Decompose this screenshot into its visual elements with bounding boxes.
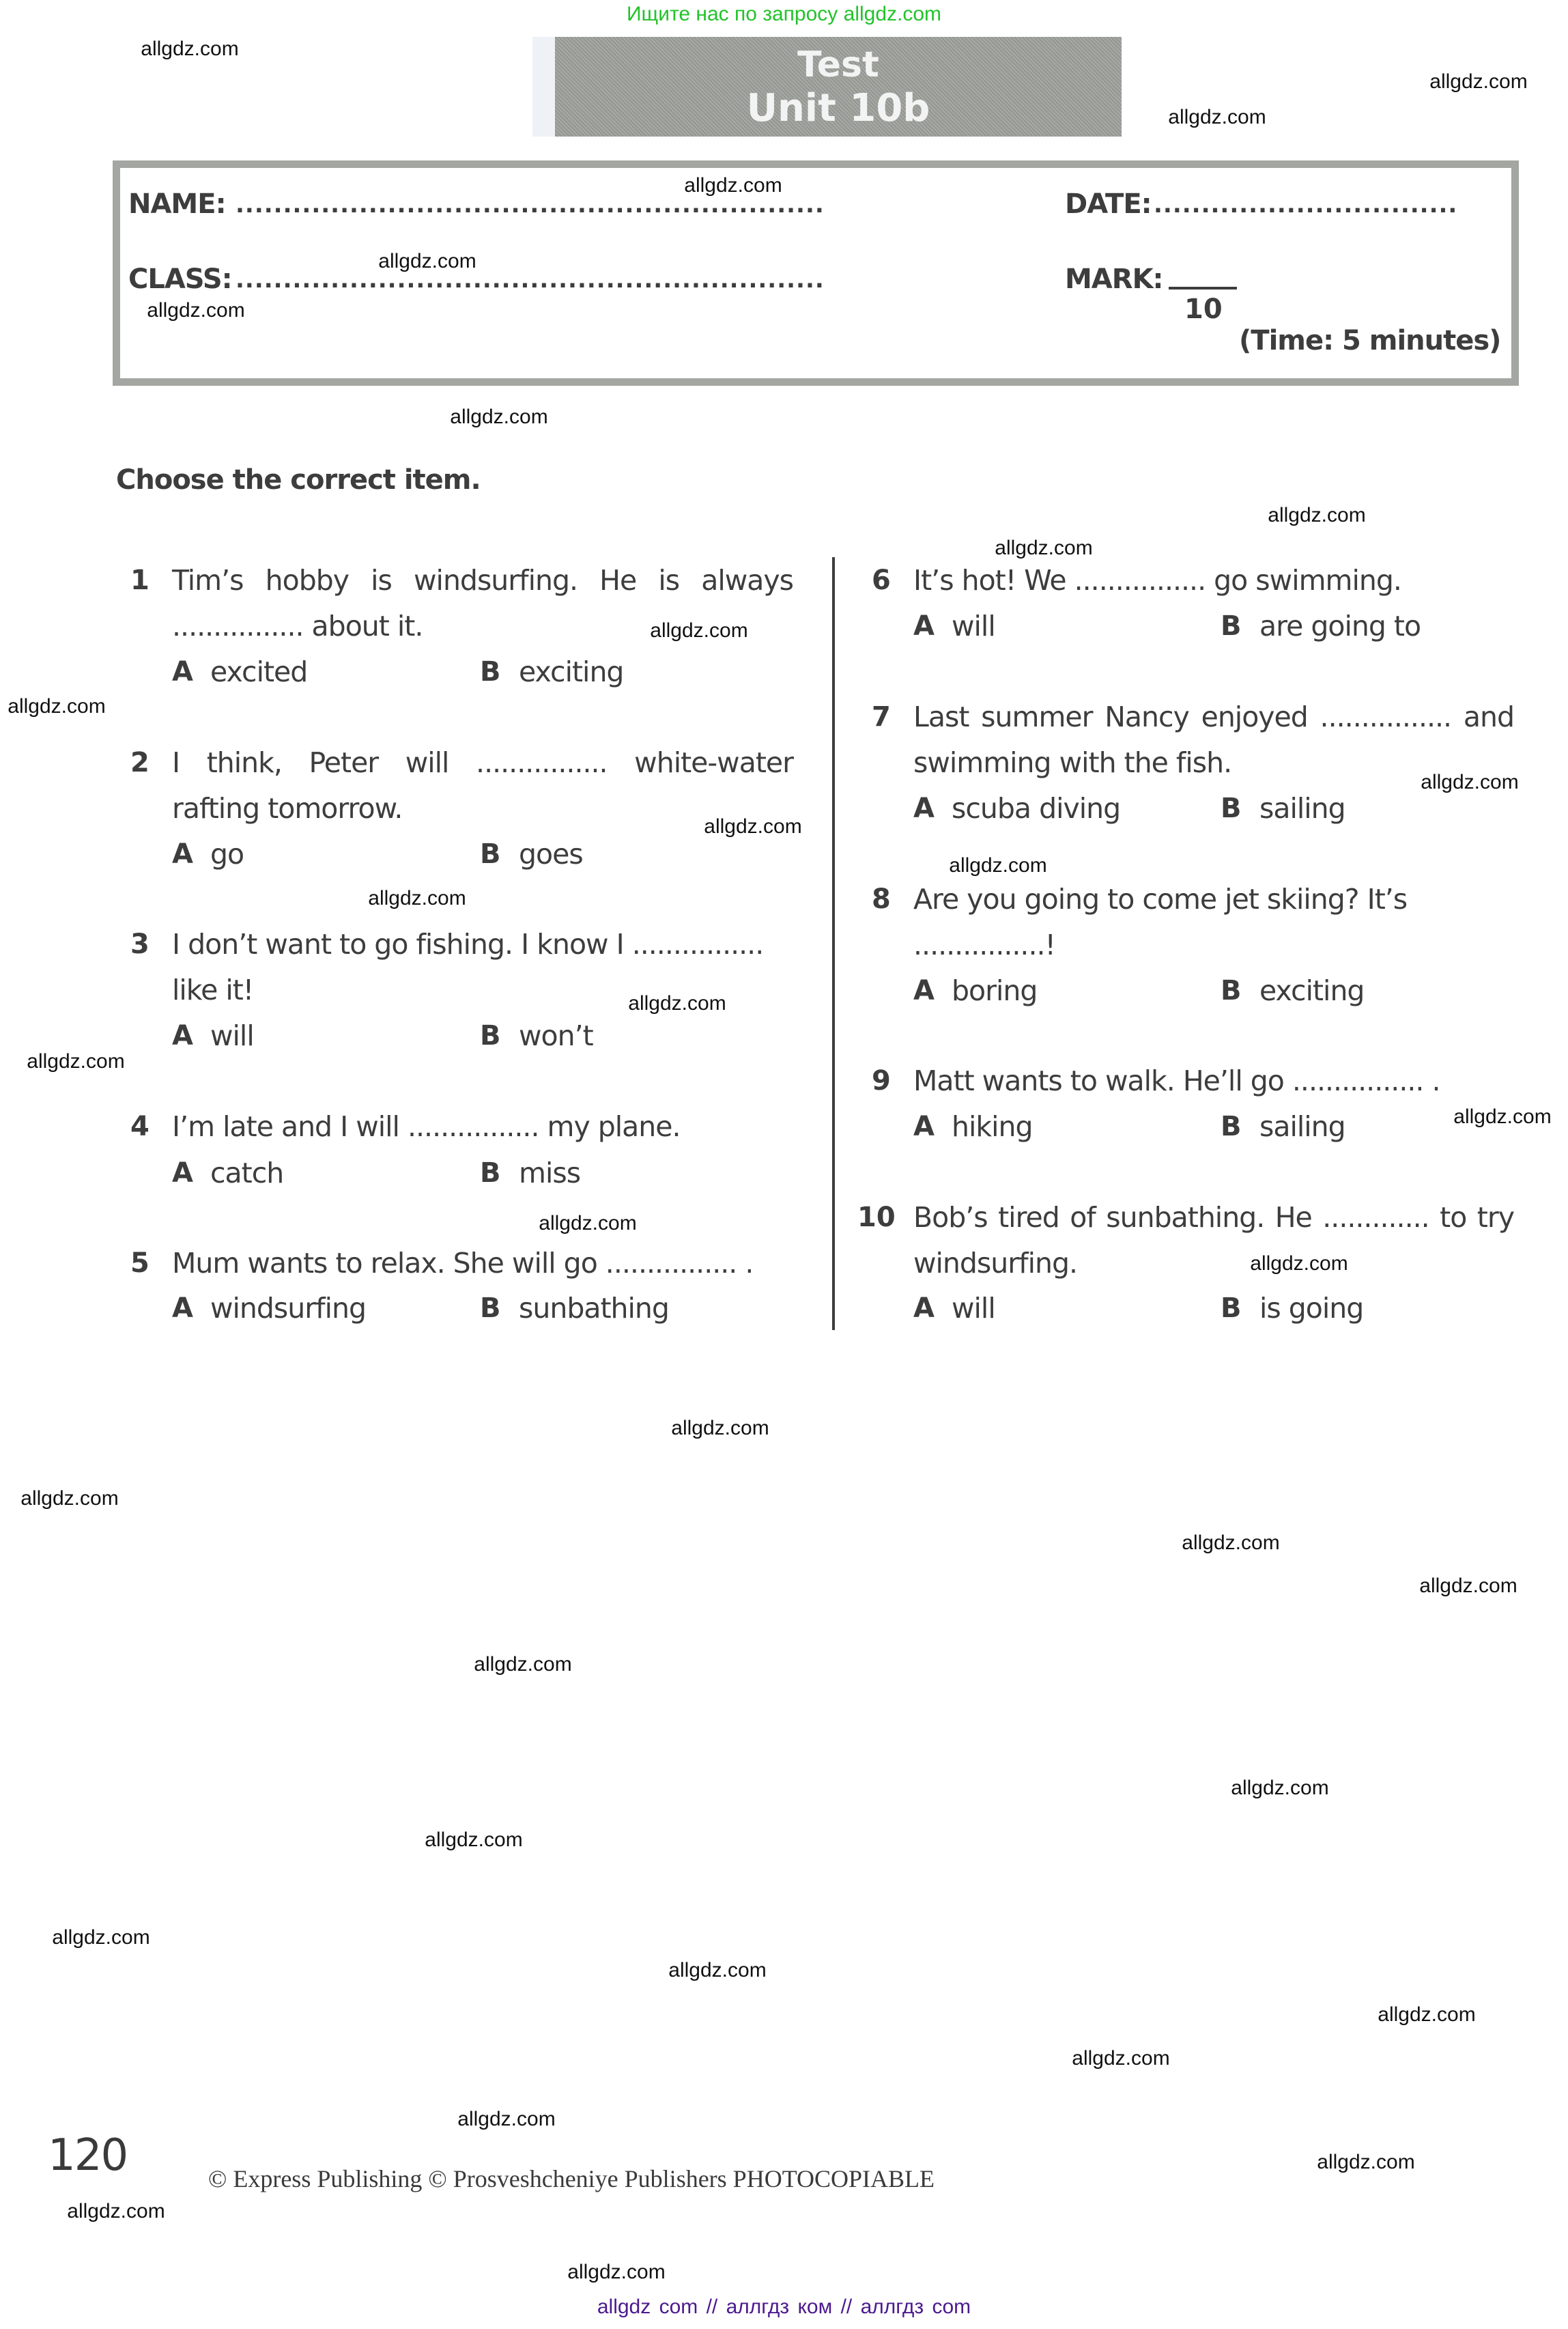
watermark: allgdz.com [684, 174, 782, 197]
option-b[interactable]: is going [1259, 1292, 1364, 1325]
option-b-letter: B [480, 1293, 501, 1324]
watermark: allgdz.com [52, 1926, 150, 1949]
option-b[interactable]: miss [519, 1157, 581, 1189]
watermark: allgdz.com [1072, 2047, 1170, 2070]
watermark: allgdz.com [141, 38, 239, 60]
option-b-letter: B [480, 1020, 501, 1051]
option-b-letter: B [1221, 975, 1242, 1006]
watermark: allgdz.com [949, 854, 1047, 877]
title-scan-strip [532, 37, 555, 137]
question-number: 1 [130, 565, 149, 596]
watermark: allgdz.com [668, 1959, 767, 1981]
question-text: Mum wants to relax. She will go ................ . [172, 1247, 754, 1280]
option-b-letter: B [480, 838, 501, 870]
option-a-letter: A [913, 975, 935, 1006]
option-b[interactable]: sailing [1259, 1110, 1345, 1143]
option-b[interactable]: sailing [1259, 792, 1345, 825]
bottom-site-banner[interactable]: allgdz com // аллгдз ком // аллгдз com [597, 2296, 971, 2318]
question-number: 6 [872, 565, 891, 596]
option-b[interactable]: exciting [519, 655, 624, 688]
question-number: 10 [857, 1202, 896, 1233]
option-b[interactable]: are going to [1259, 610, 1421, 643]
name-field[interactable]: .............................................................. [236, 191, 825, 218]
title-line-test: Test [797, 44, 879, 85]
watermark: allgdz.com [450, 406, 548, 428]
watermark: allgdz.com [457, 2108, 556, 2130]
option-a[interactable]: excited [210, 655, 308, 688]
column-divider [832, 557, 835, 1330]
option-b-letter: B [1221, 1293, 1242, 1324]
class-label: CLASS: [128, 264, 232, 295]
date-field[interactable]: ................................ [1154, 191, 1458, 218]
watermark: allgdz.com [425, 1829, 523, 1851]
option-a[interactable]: will [210, 1019, 254, 1052]
option-a-letter: A [913, 1293, 935, 1324]
option-b[interactable]: sunbathing [519, 1292, 669, 1325]
question-number: 9 [872, 1065, 891, 1097]
question-number: 4 [130, 1111, 149, 1142]
watermark: allgdz.com [650, 619, 748, 642]
watermark: allgdz.com [567, 2261, 666, 2283]
watermark: allgdz.com [20, 1487, 119, 1510]
watermark: allgdz.com [378, 250, 476, 272]
watermark: allgdz.com [995, 537, 1093, 559]
page-number: 120 [48, 2130, 128, 2181]
instruction-heading: Choose the correct item. [116, 464, 481, 496]
name-label: NAME: [128, 188, 226, 220]
question-text: Bob’s tired of sunbathing. He ............. to try windsurfing. [913, 1201, 1514, 1280]
option-a-letter: A [172, 1293, 193, 1324]
option-a-letter: A [172, 1157, 193, 1189]
watermark: allgdz.com [1317, 2151, 1415, 2173]
option-a-letter: A [913, 1111, 935, 1142]
date-label: DATE: [1065, 188, 1152, 220]
mark-label: MARK: [1065, 264, 1163, 295]
option-b-letter: B [1221, 610, 1242, 642]
watermark: allgdz.com [1231, 1777, 1329, 1799]
option-b[interactable]: goes [519, 838, 583, 871]
watermark: allgdz.com [1182, 1532, 1280, 1554]
option-b-letter: B [480, 1157, 501, 1189]
question-text: I think, Peter will ................ white-water rafting tomorrow. [172, 746, 793, 825]
option-a[interactable]: will [952, 610, 995, 643]
question-text: Last summer Nancy enjoyed ................ and swimming with the fish. [913, 701, 1514, 779]
watermark: allgdz.com [1419, 1575, 1517, 1597]
watermark: allgdz.com [1378, 2003, 1476, 2026]
question-text: Are you going to come jet skiing? It’s ................! [913, 883, 1408, 961]
option-a-letter: A [172, 1020, 193, 1051]
watermark: allgdz.com [8, 695, 106, 718]
watermark: allgdz.com [368, 887, 466, 909]
option-a[interactable]: will [952, 1292, 995, 1325]
option-a-letter: A [172, 656, 193, 688]
watermark: allgdz.com [1250, 1252, 1348, 1275]
watermark: allgdz.com [539, 1212, 637, 1234]
mark-field[interactable] [1169, 287, 1237, 290]
question-text: I don’t want to go fishing. I know I ................ like it! [172, 928, 764, 1006]
option-a-letter: A [913, 610, 935, 642]
option-b-letter: B [1221, 793, 1242, 824]
question-number: 5 [130, 1247, 149, 1279]
class-field[interactable]: .............................................................. [236, 266, 825, 294]
question-text: I’m late and I will ................ my plane. [172, 1110, 681, 1143]
option-b-letter: B [480, 656, 501, 688]
question-number: 2 [130, 747, 149, 778]
option-a[interactable]: windsurfing [210, 1292, 366, 1325]
copyright-line: © Express Publishing © Prosveshcheniye Publishers PHOTOCOPIABLE [208, 2165, 935, 2192]
top-search-banner: Ищите нас по запросу allgdz.com [626, 3, 942, 25]
test-title-box [555, 37, 1122, 137]
watermark: allgdz.com [1429, 70, 1528, 93]
question-number: 8 [872, 884, 891, 915]
watermark: allgdz.com [474, 1653, 572, 1676]
watermark: allgdz.com [671, 1417, 769, 1439]
option-b[interactable]: exciting [1259, 974, 1365, 1007]
option-a[interactable]: go [210, 838, 244, 871]
title-line-unit: Unit 10b [746, 86, 930, 130]
option-b-letter: B [1221, 1111, 1242, 1142]
watermark: allgdz.com [1453, 1105, 1552, 1128]
question-number: 3 [130, 929, 149, 960]
watermark: allgdz.com [1168, 106, 1266, 128]
watermark: allgdz.com [1268, 504, 1366, 526]
option-a[interactable]: boring [952, 974, 1038, 1007]
question-text: It’s hot! We ................ go swimming. [913, 564, 1401, 597]
watermark: allgdz.com [67, 2200, 165, 2222]
option-a[interactable]: scuba diving [952, 792, 1121, 825]
question-text: Tim’s hobby is windsurfing. He is always ................ about it. [172, 564, 793, 643]
option-b[interactable]: won’t [519, 1019, 593, 1052]
option-a[interactable]: hiking [952, 1110, 1033, 1143]
question-text: Matt wants to walk. He’ll go ................ . [913, 1064, 1440, 1097]
option-a-letter: A [172, 838, 193, 870]
watermark: allgdz.com [27, 1050, 125, 1073]
watermark: allgdz.com [1421, 771, 1519, 793]
watermark: allgdz.com [628, 992, 726, 1015]
option-a-letter: A [913, 793, 935, 824]
question-number: 7 [872, 701, 891, 733]
watermark: allgdz.com [147, 299, 245, 322]
option-a[interactable]: catch [210, 1157, 284, 1189]
watermark: allgdz.com [704, 815, 802, 838]
mark-total: 10 [1184, 294, 1223, 325]
time-note: (Time: 5 minutes) [1239, 325, 1501, 356]
